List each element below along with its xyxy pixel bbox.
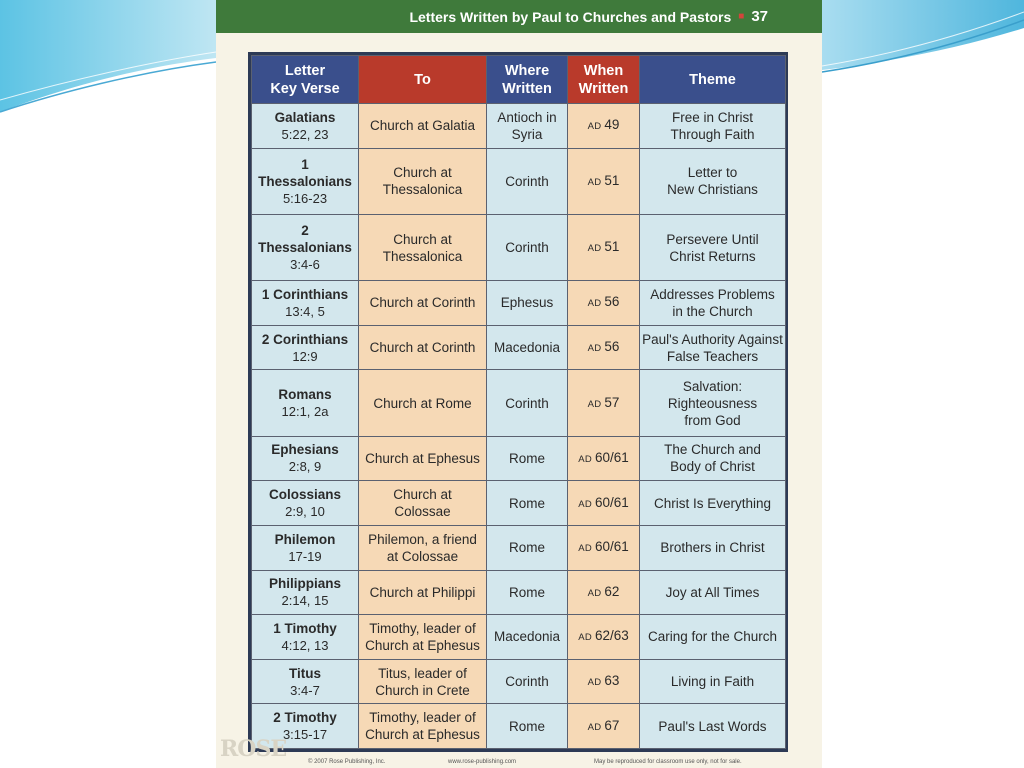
recipient-text: Timothy, leader of bbox=[369, 620, 476, 636]
key-verse: 5:16-23 bbox=[282, 190, 328, 206]
recipient-text: Church at Rome bbox=[373, 395, 472, 411]
theme-text: Body of Christ bbox=[670, 459, 755, 475]
key-verse: 3:15-17 bbox=[282, 727, 328, 743]
cell-recipient bbox=[359, 436, 487, 481]
letter-name: Ephesians bbox=[271, 442, 339, 458]
cell-where-written bbox=[487, 104, 568, 149]
year-text: 67 bbox=[604, 717, 620, 733]
key-verse: 13:4, 5 bbox=[285, 303, 325, 319]
cell-theme bbox=[640, 570, 786, 615]
cell-letter bbox=[252, 214, 359, 280]
column-header-when bbox=[568, 56, 640, 104]
key-verse: 2:14, 15 bbox=[281, 593, 329, 609]
cell-letter bbox=[252, 370, 359, 436]
cell-where-written bbox=[487, 436, 568, 481]
table-row bbox=[252, 481, 786, 526]
cell-recipient bbox=[359, 214, 487, 280]
recipient-text: Thessalonica bbox=[382, 248, 463, 264]
year-text: 62/63 bbox=[595, 628, 629, 644]
recipient-text: Philemon, a friend bbox=[368, 531, 477, 547]
column-header-where-line1: Where bbox=[504, 62, 550, 79]
where-written-text: Antioch in bbox=[497, 109, 557, 125]
theme-text: Christ Returns bbox=[669, 248, 756, 264]
recipient-text: Church at bbox=[393, 165, 452, 181]
era-label: AD bbox=[587, 587, 602, 599]
cell-recipient bbox=[359, 104, 487, 149]
cell-where-written bbox=[487, 525, 568, 570]
cell-theme bbox=[640, 104, 786, 149]
cell-letter bbox=[252, 281, 359, 326]
era-label: AD bbox=[587, 243, 602, 255]
cell-recipient bbox=[359, 615, 487, 660]
table-row bbox=[252, 525, 786, 570]
letters-table bbox=[251, 55, 786, 749]
page-header bbox=[216, 0, 822, 33]
recipient-text: Church at Philippi bbox=[369, 584, 476, 600]
table-row bbox=[252, 659, 786, 704]
era-label: AD bbox=[587, 677, 602, 689]
where-written-text: Rome bbox=[508, 495, 545, 511]
cell-recipient bbox=[359, 659, 487, 704]
cell-theme bbox=[640, 481, 786, 526]
cell-where-written bbox=[487, 704, 568, 749]
year-text: 62 bbox=[604, 583, 620, 599]
cell-letter bbox=[252, 615, 359, 660]
cell-where-written bbox=[487, 659, 568, 704]
theme-text: Free in Christ bbox=[671, 109, 754, 125]
era-label: AD bbox=[587, 121, 602, 133]
letter-name: Colossians bbox=[268, 487, 342, 503]
key-verse: 3:4-7 bbox=[290, 682, 320, 698]
cell-when-written bbox=[568, 570, 640, 615]
cell-where-written bbox=[487, 214, 568, 280]
cell-when-written bbox=[568, 704, 640, 749]
cell-letter bbox=[252, 436, 359, 481]
where-written-text: Macedonia bbox=[493, 340, 561, 356]
cell-theme bbox=[640, 704, 786, 749]
table-row bbox=[252, 570, 786, 615]
publisher-watermark: ROSE bbox=[220, 736, 287, 762]
cell-when-written bbox=[568, 325, 640, 370]
letter-name: 2 Thessalonians bbox=[258, 223, 352, 256]
column-header-letter-line2: Key Verse bbox=[270, 80, 340, 97]
key-verse: 17-19 bbox=[288, 548, 322, 564]
theme-text: Living in Faith bbox=[670, 674, 755, 690]
where-written-text: Rome bbox=[508, 584, 545, 600]
key-verse: 12:1, 2a bbox=[281, 404, 329, 420]
letter-name: 1 Corinthians bbox=[261, 286, 349, 302]
where-written-text: Rome bbox=[508, 450, 545, 466]
cell-theme bbox=[640, 525, 786, 570]
year-text: 60/61 bbox=[595, 449, 629, 465]
key-verse: 3:4-6 bbox=[290, 257, 320, 273]
cell-recipient bbox=[359, 481, 487, 526]
cell-letter bbox=[252, 148, 359, 214]
year-text: 60/61 bbox=[595, 494, 629, 510]
cell-where-written bbox=[487, 325, 568, 370]
table-row bbox=[252, 214, 786, 280]
theme-text: New Christians bbox=[667, 182, 758, 198]
table-row bbox=[252, 704, 786, 749]
cell-when-written bbox=[568, 148, 640, 214]
era-label: AD bbox=[587, 398, 602, 410]
cell-when-written bbox=[568, 436, 640, 481]
theme-text: Letter to bbox=[687, 165, 738, 181]
column-header-to: To bbox=[359, 56, 487, 104]
era-label: AD bbox=[578, 453, 592, 465]
cell-when-written bbox=[568, 370, 640, 436]
theme-text: Christ Is Everything bbox=[653, 495, 772, 511]
cell-where-written bbox=[487, 570, 568, 615]
table-row bbox=[252, 436, 786, 481]
where-written-text: Corinth bbox=[505, 240, 549, 256]
era-label: AD bbox=[587, 176, 602, 188]
theme-text: Joy at All Times bbox=[665, 584, 760, 600]
recipient-text: Church in Crete bbox=[375, 682, 470, 698]
table-row bbox=[252, 148, 786, 214]
bullet-icon: ■ bbox=[738, 11, 745, 22]
theme-text: Addresses Problems bbox=[650, 286, 775, 302]
year-text: 57 bbox=[604, 394, 620, 410]
era-label: AD bbox=[587, 721, 602, 733]
recipient-text: Church at Corinth bbox=[369, 295, 476, 311]
cell-when-written bbox=[568, 615, 640, 660]
where-written-text: Rome bbox=[508, 718, 545, 734]
theme-text: Through Faith bbox=[670, 126, 755, 142]
column-header-where-line2: Written bbox=[502, 80, 552, 97]
letter-name: Titus bbox=[288, 665, 321, 681]
cell-when-written bbox=[568, 525, 640, 570]
cell-when-written bbox=[568, 104, 640, 149]
recipient-text: Church at Corinth bbox=[369, 340, 476, 356]
page-footer bbox=[216, 756, 822, 768]
cell-where-written bbox=[487, 281, 568, 326]
recipient-text: Church at bbox=[393, 487, 452, 503]
page-title: Letters Written by Paul to Churches and Pastors bbox=[409, 8, 732, 25]
letter-name: Galatians bbox=[274, 109, 336, 125]
column-header-theme: Theme bbox=[640, 56, 786, 104]
table-row bbox=[252, 104, 786, 149]
era-label: AD bbox=[578, 632, 592, 644]
era-label: AD bbox=[587, 298, 602, 310]
key-verse: 2:9, 10 bbox=[285, 504, 325, 520]
theme-text: from God bbox=[684, 412, 741, 428]
column-header-letter bbox=[252, 56, 359, 104]
theme-text: Brothers in Christ bbox=[660, 540, 765, 556]
recipient-text: Church at Ephesus bbox=[365, 637, 480, 653]
letter-name: Philippians bbox=[268, 576, 341, 592]
recipient-text: Timothy, leader of bbox=[369, 710, 476, 726]
footer-copyright: © 2007 Rose Publishing, Inc. bbox=[308, 759, 386, 765]
cell-when-written bbox=[568, 659, 640, 704]
cell-where-written bbox=[487, 615, 568, 660]
footer-website: www.rose-publishing.com bbox=[448, 759, 517, 765]
cell-where-written bbox=[487, 148, 568, 214]
where-written-text: Corinth bbox=[505, 173, 549, 189]
letter-name: 1 Thessalonians bbox=[258, 156, 352, 189]
footer-notice: May be reproduced for classroom use only, not for sale. bbox=[594, 759, 742, 765]
cell-theme bbox=[640, 659, 786, 704]
letter-name: Philemon bbox=[274, 531, 336, 547]
cell-when-written bbox=[568, 281, 640, 326]
cell-recipient bbox=[359, 704, 487, 749]
key-verse: 2:8, 9 bbox=[288, 459, 322, 475]
column-header-when-line2: Written bbox=[578, 80, 629, 97]
cell-theme bbox=[640, 325, 786, 370]
year-text: 63 bbox=[604, 673, 620, 689]
where-written-text: Ephesus bbox=[500, 295, 554, 311]
letter-name: 2 Timothy bbox=[273, 710, 337, 726]
letter-name: 1 Timothy bbox=[273, 620, 337, 636]
table-header-row bbox=[252, 56, 786, 104]
cell-letter bbox=[252, 104, 359, 149]
cell-recipient bbox=[359, 525, 487, 570]
cell-recipient bbox=[359, 325, 487, 370]
key-verse: 4:12, 13 bbox=[281, 637, 329, 653]
recipient-text: Church at bbox=[393, 231, 452, 247]
year-text: 51 bbox=[604, 239, 620, 255]
era-label: AD bbox=[578, 543, 592, 555]
year-text: 56 bbox=[604, 339, 620, 355]
cell-recipient bbox=[359, 281, 487, 326]
table-body bbox=[252, 104, 786, 749]
cell-letter bbox=[252, 325, 359, 370]
where-written-text: Macedonia bbox=[493, 629, 561, 645]
letter-name: 2 Corinthians bbox=[261, 331, 349, 347]
year-text: 56 bbox=[604, 294, 620, 310]
cell-theme bbox=[640, 148, 786, 214]
theme-text: in the Church bbox=[672, 303, 753, 319]
where-written-text: Corinth bbox=[505, 395, 549, 411]
where-written-text: Syria bbox=[511, 126, 543, 142]
page-number: 37 bbox=[751, 8, 768, 25]
chart-page bbox=[216, 0, 822, 768]
year-text: 60/61 bbox=[595, 539, 629, 555]
column-header-where bbox=[487, 56, 568, 104]
year-text: 51 bbox=[604, 172, 620, 188]
recipient-text: Thessalonica bbox=[382, 182, 463, 198]
theme-text: False Teachers bbox=[666, 348, 759, 364]
cell-when-written bbox=[568, 481, 640, 526]
table-row bbox=[252, 370, 786, 436]
cell-theme bbox=[640, 214, 786, 280]
cell-recipient bbox=[359, 570, 487, 615]
theme-text: Salvation: Righteousness bbox=[667, 378, 758, 411]
cell-recipient bbox=[359, 148, 487, 214]
recipient-text: Church at Galatia bbox=[369, 118, 476, 134]
column-header-when-line1: When bbox=[583, 62, 624, 79]
recipient-text: Titus, leader of bbox=[378, 665, 467, 681]
cell-theme bbox=[640, 281, 786, 326]
cell-theme bbox=[640, 436, 786, 481]
table-row bbox=[252, 615, 786, 660]
cell-where-written bbox=[487, 481, 568, 526]
cell-where-written bbox=[487, 370, 568, 436]
where-written-text: Rome bbox=[508, 540, 545, 556]
cell-theme bbox=[640, 615, 786, 660]
cell-when-written bbox=[568, 214, 640, 280]
recipient-text: at Colossae bbox=[386, 548, 459, 564]
cell-letter bbox=[252, 659, 359, 704]
era-label: AD bbox=[587, 343, 602, 355]
theme-text: Caring for the Church bbox=[647, 629, 778, 645]
cell-letter bbox=[252, 481, 359, 526]
letters-table-frame bbox=[248, 52, 788, 752]
era-label: AD bbox=[578, 498, 592, 510]
theme-text: Paul's Last Words bbox=[658, 718, 767, 734]
theme-text: The Church and bbox=[664, 442, 761, 458]
table-row bbox=[252, 325, 786, 370]
cell-letter bbox=[252, 525, 359, 570]
cell-recipient bbox=[359, 370, 487, 436]
table-row bbox=[252, 281, 786, 326]
theme-text: Paul's Authority Against bbox=[642, 331, 783, 347]
recipient-text: Colossae bbox=[394, 504, 451, 520]
year-text: 49 bbox=[604, 117, 620, 133]
where-written-text: Corinth bbox=[505, 674, 549, 690]
cell-letter bbox=[252, 570, 359, 615]
theme-text: Persevere Until bbox=[666, 231, 759, 247]
cell-theme bbox=[640, 370, 786, 436]
key-verse: 12:9 bbox=[292, 348, 318, 364]
key-verse: 5:22, 23 bbox=[281, 126, 329, 142]
column-header-letter-line1: Letter bbox=[284, 62, 326, 79]
recipient-text: Church at Ephesus bbox=[365, 450, 480, 466]
recipient-text: Church at Ephesus bbox=[365, 727, 480, 743]
letter-name: Romans bbox=[278, 387, 332, 403]
